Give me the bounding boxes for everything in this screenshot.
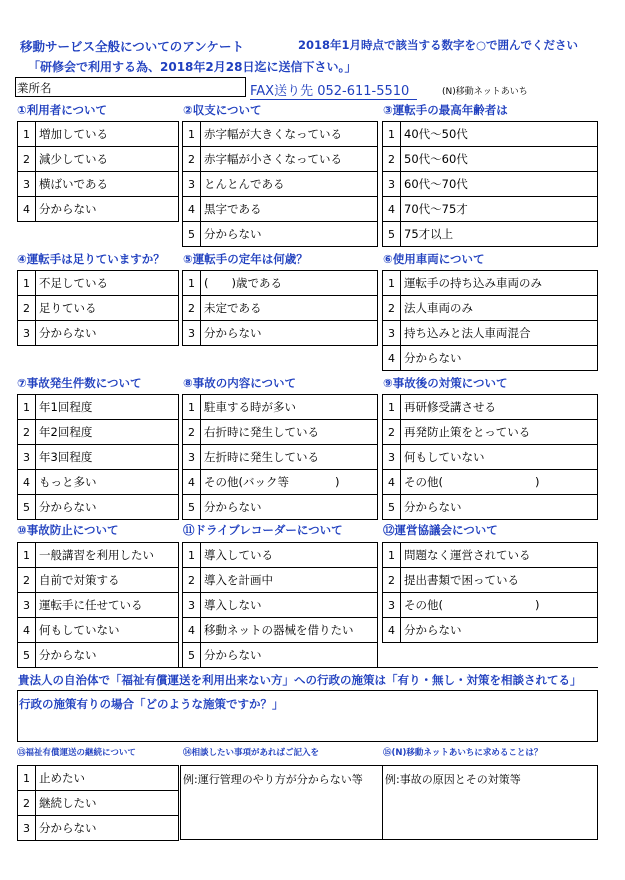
option-row[interactable] (383, 495, 598, 520)
option-label: 運転手の持ち込み車両のみ (401, 271, 598, 296)
option-row[interactable] (18, 618, 179, 643)
option-number[interactable]: 3 (18, 445, 36, 470)
option-row[interactable] (18, 495, 179, 520)
organization-name: (N)移動ネットあいち (442, 87, 528, 97)
option-label: とんとんである (201, 172, 378, 197)
option-row[interactable] (183, 593, 378, 618)
option-number[interactable]: 3 (383, 321, 401, 346)
option-number[interactable]: 2 (18, 147, 36, 172)
option-label: 黒字である (201, 197, 378, 222)
option-number[interactable]: 3 (383, 445, 401, 470)
section-title-7: ⑦事故発生件数について (17, 376, 142, 390)
option-number[interactable]: 4 (183, 470, 201, 495)
option-label: 継続したい (36, 791, 179, 816)
option-number[interactable]: 2 (383, 420, 401, 445)
options-table-1 (17, 121, 179, 222)
option-label: 提出書類で困っている (401, 568, 598, 593)
option-label: 赤字幅が小さくなっている (201, 147, 378, 172)
option-number[interactable]: 2 (18, 568, 36, 593)
option-number[interactable]: 4 (18, 618, 36, 643)
request-example: 例:事故の原因とその対策等 (385, 773, 521, 786)
option-label: 再研修受講させる (401, 395, 598, 420)
option-label: もっと多い (36, 470, 179, 495)
option-row[interactable] (183, 395, 378, 420)
option-number[interactable]: 3 (18, 321, 36, 346)
option-row[interactable] (18, 766, 179, 791)
option-number[interactable]: 3 (183, 321, 201, 346)
option-label: 赤字幅が大きくなっている (201, 122, 378, 147)
option-row[interactable] (183, 470, 378, 495)
option-number[interactable]: 4 (18, 470, 36, 495)
option-row[interactable] (183, 296, 378, 321)
options-table-10 (17, 542, 179, 668)
section-title-3: ③運転手の最高年齢者は (383, 103, 508, 117)
option-number[interactable]: 1 (18, 543, 36, 568)
option-label: 導入している (201, 543, 378, 568)
option-row[interactable] (18, 568, 179, 593)
option-label: 移動ネットの器械を借りたい (201, 618, 378, 643)
option-number[interactable]: 4 (383, 346, 401, 371)
option-label: 未定である (201, 296, 378, 321)
options-table-8 (182, 394, 378, 520)
option-number[interactable]: 3 (183, 445, 201, 470)
option-number[interactable]: 1 (183, 271, 201, 296)
section-title-6: ⑥使用車両について (383, 252, 485, 266)
option-row[interactable] (18, 321, 179, 346)
option-row[interactable] (18, 147, 179, 172)
option-number[interactable]: 2 (383, 568, 401, 593)
options-table-7 (17, 394, 179, 520)
option-row[interactable] (18, 470, 179, 495)
option-number[interactable]: 1 (18, 271, 36, 296)
option-label: 分からない (201, 643, 378, 668)
option-label: 法人車両のみ (401, 296, 598, 321)
option-number[interactable]: 5 (183, 495, 201, 520)
option-label: 再発防止策をとっている (401, 420, 598, 445)
option-row[interactable] (383, 346, 598, 371)
option-number[interactable]: 2 (18, 791, 36, 816)
option-row[interactable] (183, 618, 378, 643)
option-number[interactable]: 2 (383, 147, 401, 172)
section-title-15: ⑮(N)移動ネットあいちに求めることは？ (383, 748, 543, 758)
option-row[interactable] (18, 271, 179, 296)
option-number[interactable]: 1 (183, 395, 201, 420)
option-label: 何もしていない (36, 618, 179, 643)
option-number[interactable]: 5 (18, 495, 36, 520)
policy-followup-box[interactable] (17, 690, 598, 742)
option-row[interactable] (18, 197, 179, 222)
option-label: 40代～50代 (401, 122, 598, 147)
option-label: 駐車する時が多い (201, 395, 378, 420)
policy-question-text: 貴法人の自治体で「福祉有償運送を利用出来ない方」への行政の施策は「有り・無し・対策を相談されてる」 (18, 673, 582, 687)
option-row[interactable] (383, 122, 598, 147)
option-row[interactable] (383, 395, 598, 420)
option-number[interactable]: 1 (18, 122, 36, 147)
option-number[interactable]: 3 (183, 593, 201, 618)
options-table-3 (382, 121, 598, 247)
option-row[interactable] (383, 420, 598, 445)
section-title-11: ⑪ドライブレコーダーについて (183, 523, 343, 537)
section-title-10: ⑩事故防止について (17, 523, 119, 537)
policy-question-box (17, 667, 598, 690)
option-number[interactable]: 5 (383, 495, 401, 520)
option-number[interactable]: 3 (183, 172, 201, 197)
option-number[interactable]: 2 (18, 420, 36, 445)
option-number[interactable]: 4 (18, 197, 36, 222)
option-row[interactable] (383, 172, 598, 197)
option-number[interactable]: 1 (383, 543, 401, 568)
options-table-13 (17, 765, 179, 841)
option-row[interactable] (18, 296, 179, 321)
option-label: 導入を計画中 (201, 568, 378, 593)
option-number[interactable]: 1 (383, 395, 401, 420)
option-label: 右折時に発生している (201, 420, 378, 445)
option-number[interactable]: 4 (383, 618, 401, 643)
section-title-9: ⑨事故後の対策について (383, 376, 508, 390)
option-label: 分からない (201, 222, 378, 247)
options-table-6 (382, 270, 598, 371)
option-number[interactable]: 4 (183, 197, 201, 222)
option-row[interactable] (183, 172, 378, 197)
option-label: 分からない (201, 321, 378, 346)
option-row[interactable] (383, 271, 598, 296)
option-number[interactable]: 3 (18, 172, 36, 197)
option-number[interactable]: 1 (18, 395, 36, 420)
option-row[interactable] (18, 643, 179, 668)
option-row[interactable] (383, 296, 598, 321)
option-row[interactable] (18, 543, 179, 568)
option-number[interactable]: 2 (183, 296, 201, 321)
option-row[interactable] (183, 122, 378, 147)
option-row[interactable] (18, 122, 179, 147)
section-title-13: ⑬福祉有償運送の継続について (17, 748, 136, 758)
survey-title: 移動サービス全般についてのアンケート (20, 39, 245, 54)
option-label: 年1回程度 (36, 395, 179, 420)
option-label: 分からない (401, 346, 598, 371)
option-label: その他( ) (401, 593, 598, 618)
option-number[interactable]: 3 (18, 816, 36, 841)
option-label: 減少している (36, 147, 179, 172)
option-label: 分からない (36, 816, 179, 841)
option-label: 75才以上 (401, 222, 598, 247)
option-row[interactable] (183, 321, 378, 346)
option-row[interactable] (183, 197, 378, 222)
option-number[interactable]: 2 (383, 296, 401, 321)
section-title-1: ①利用者について (17, 103, 108, 117)
option-row[interactable] (18, 445, 179, 470)
option-row[interactable] (383, 618, 598, 643)
option-label: その他( ) (401, 470, 598, 495)
option-number[interactable]: 3 (383, 593, 401, 618)
option-number[interactable]: 5 (18, 643, 36, 668)
option-label: 60代～70代 (401, 172, 598, 197)
option-label: 足りている (36, 296, 179, 321)
policy-followup-text: 行政の施策有りの場合「どのような施策ですか？」 (19, 697, 284, 711)
option-number[interactable]: 4 (183, 618, 201, 643)
section-title-4: ④運転手は足りていますか？ (17, 252, 165, 266)
option-number[interactable]: 3 (383, 172, 401, 197)
option-label: 70代～75才 (401, 197, 598, 222)
office-name-field[interactable]: 業所名 (15, 77, 246, 97)
consultation-input-box[interactable] (180, 765, 383, 840)
option-label: その他(バック等 ) (201, 470, 378, 495)
option-label: 分からない (36, 495, 179, 520)
request-input-box[interactable] (382, 765, 598, 840)
deadline-subtitle: 「研修会で利用する為、2018年2月28日迄に送信下さい。」 (28, 60, 357, 74)
option-number[interactable]: 2 (18, 296, 36, 321)
option-number[interactable]: 5 (183, 222, 201, 247)
option-label: 左折時に発生している (201, 445, 378, 470)
option-label: 何もしていない (401, 445, 598, 470)
option-row[interactable] (183, 420, 378, 445)
option-number[interactable]: 1 (383, 122, 401, 147)
option-row[interactable] (383, 222, 598, 247)
option-label: 増加している (36, 122, 179, 147)
option-row[interactable] (18, 791, 179, 816)
fax-number: FAX送り先 052-611-5510 (250, 80, 417, 100)
option-label: 分からない (36, 197, 179, 222)
option-label: 年3回程度 (36, 445, 179, 470)
option-label: 50代～60代 (401, 147, 598, 172)
options-table-2 (182, 121, 378, 247)
consultation-example: 例:運行管理のやり方が分からない等 (183, 773, 363, 786)
option-number[interactable]: 2 (183, 420, 201, 445)
option-label: 分からない (401, 495, 598, 520)
section-title-12: ⑫運営協議会について (383, 523, 498, 537)
option-row[interactable] (383, 197, 598, 222)
options-table-4 (17, 270, 179, 346)
option-number[interactable]: 5 (383, 222, 401, 247)
option-row[interactable] (383, 470, 598, 495)
option-number[interactable]: 4 (383, 197, 401, 222)
option-row[interactable] (18, 593, 179, 618)
option-row[interactable] (383, 321, 598, 346)
option-label: 横ばいである (36, 172, 179, 197)
option-row[interactable] (183, 643, 378, 668)
options-table-9 (382, 394, 598, 520)
option-label: 一般講習を利用したい (36, 543, 179, 568)
option-label: 不足している (36, 271, 179, 296)
option-row[interactable] (183, 495, 378, 520)
option-number[interactable]: 1 (183, 543, 201, 568)
option-number[interactable]: 1 (183, 122, 201, 147)
option-number[interactable]: 3 (18, 593, 36, 618)
option-label: 年2回程度 (36, 420, 179, 445)
option-row[interactable] (383, 147, 598, 172)
option-row[interactable] (183, 568, 378, 593)
option-row[interactable] (18, 172, 179, 197)
option-row[interactable] (18, 395, 179, 420)
option-label: 持ち込みと法人車両混合 (401, 321, 598, 346)
option-label: ( )歳である (201, 271, 378, 296)
option-label: 導入しない (201, 593, 378, 618)
option-row[interactable] (383, 543, 598, 568)
option-label: 止めたい (36, 766, 179, 791)
option-number[interactable]: 1 (18, 766, 36, 791)
option-label: 分からない (36, 643, 179, 668)
options-table-5 (182, 270, 378, 346)
section-title-8: ⑧事故の内容について (183, 376, 297, 390)
option-row[interactable] (18, 420, 179, 445)
option-number[interactable]: 2 (183, 568, 201, 593)
option-row[interactable] (183, 147, 378, 172)
instruction-text: 2018年1月時点で該当する数字を○で囲んでください (298, 38, 579, 52)
option-label: 分からない (401, 618, 598, 643)
option-row[interactable] (18, 816, 179, 841)
option-label: 問題なく運営されている (401, 543, 598, 568)
option-row[interactable] (383, 593, 598, 618)
option-number[interactable]: 1 (383, 271, 401, 296)
option-label: 自前で対策する (36, 568, 179, 593)
section-title-2: ②収支について (183, 103, 262, 117)
option-number[interactable]: 5 (183, 643, 201, 668)
option-number[interactable]: 2 (183, 147, 201, 172)
options-table-12 (382, 542, 598, 643)
option-row[interactable] (183, 271, 378, 296)
option-label: 分からない (201, 495, 378, 520)
option-row[interactable] (383, 445, 598, 470)
option-row[interactable] (183, 445, 378, 470)
option-number[interactable]: 4 (383, 470, 401, 495)
section-title-14: ⑭相談したい事項があればご記入を (183, 748, 320, 758)
option-label: 運転手に任せている (36, 593, 179, 618)
option-row[interactable] (183, 222, 378, 247)
option-row[interactable] (183, 543, 378, 568)
options-table-11 (182, 542, 378, 668)
section-title-5: ⑤運転手の定年は何歳？ (183, 252, 308, 266)
option-label: 分からない (36, 321, 179, 346)
option-row[interactable] (383, 568, 598, 593)
